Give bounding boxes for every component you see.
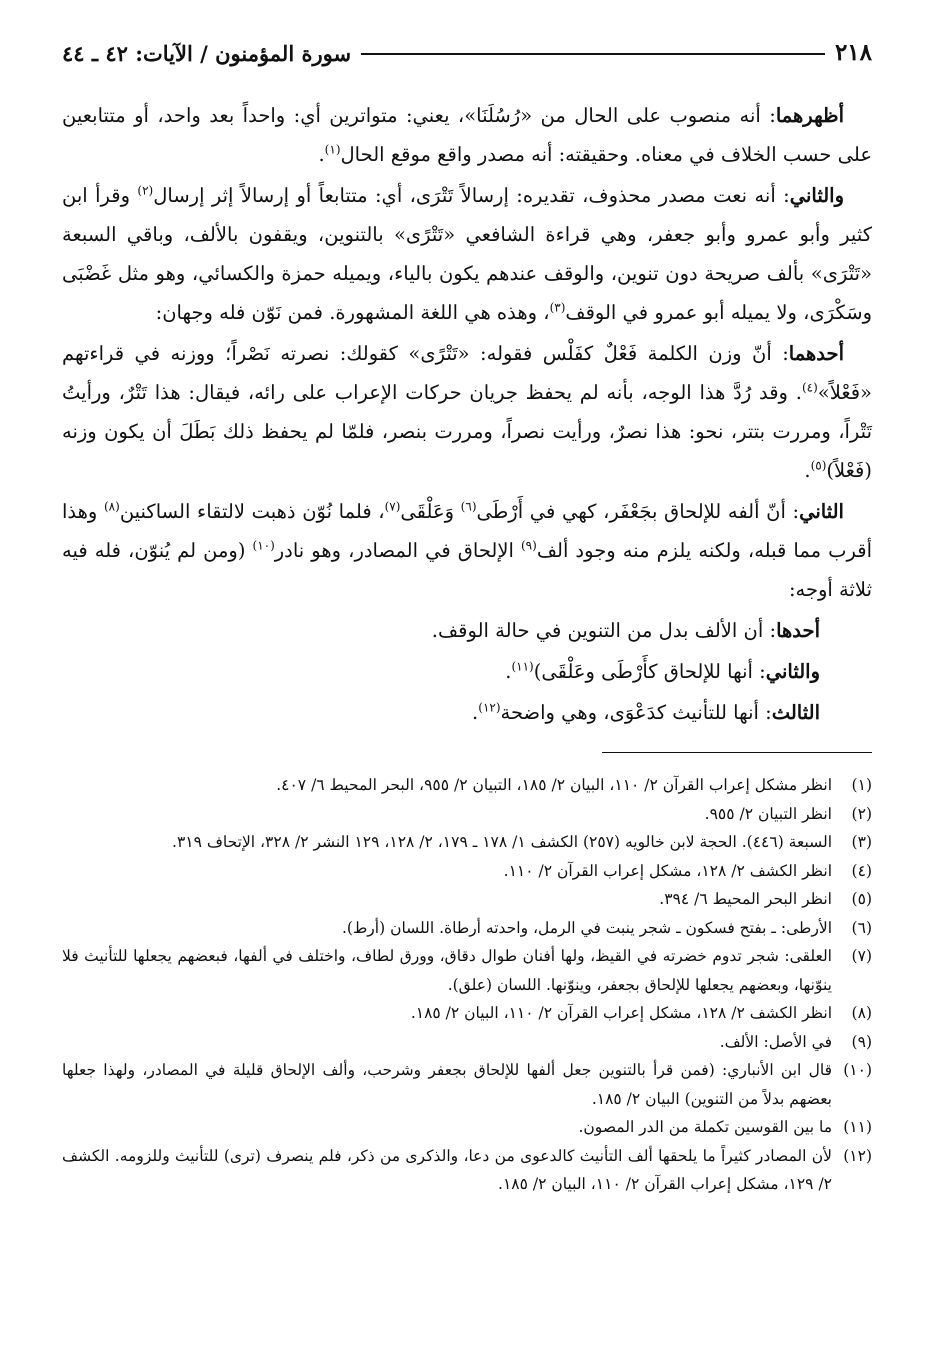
footnote-ref: (١١) (511, 659, 534, 674)
footnote-ref: (١٠) (252, 538, 275, 553)
footnote (62, 857, 872, 886)
footnote-text: انظر مشكل إعراب القرآن ٢/ ١١٠، البيان ٢/ ١٨٥، التبيان ٢/ ٩٥٥، البحر المحيط ٦/ ٤٠٧. (276, 776, 832, 794)
footnote-text: الأرطى: ـ بفتح فسكون ـ شجر ينبت في الرمل، واحدته أرطاة. اللسان (أرط). (342, 918, 832, 937)
sub-item-text: : أنها للإلحاق كأَرْطَى وعَلْقَى) (533, 660, 766, 683)
footnote-ref: (٦) (460, 499, 477, 514)
footnote-ref: (٢) (137, 183, 154, 198)
footnote-ref: (٨) (103, 499, 120, 514)
footnote-text: السبعة (٤٤٦). الحجة لابن خالويه (٢٥٧) الكشف ١/ ١٧٨ ـ ١٧٩، ٢/ ١٢٨، ١٢٩ النشر ٢/ ٣٢٨، الإتحاف ٣١٩. (172, 833, 832, 851)
footnote-number: (١١) (843, 1118, 872, 1136)
paragraph-text: وهذا أقرب مما قبله، ولكنه يلزم منه وجود ألف (62, 500, 872, 562)
footnote (62, 914, 872, 943)
footnote-text: قال ابن الأنباري: (فمن قرأ بالتنوين جعل ألفها للإلحاق بجعفر وشرحب، وألف الإلحاق قليلة في المصادر، ولهذا جعلها بعضهم بدلاً من التنوين) البيان ٢/ ١٨٥. (62, 1061, 832, 1108)
paragraph-text: : أنّ وزن الكلمة فَعْلٌ كفَلْس فقوله: «تَتْرًى» كقولك: نصرته نَصْراً؛ ووزنه في قراءتهم «فَعْلاً» (62, 342, 872, 404)
paragraph-text: ، وهذه هي اللغة المشهورة. فمن نَوّن فله وجهان: (155, 301, 550, 324)
footnote-text: انظر الكشف ٢/ ١٢٨، مشكل إعراب القرآن ٢/ ١١٠. (503, 861, 832, 880)
footnote-number: (٥) (851, 890, 872, 908)
paragraph-lead: والثاني (789, 184, 844, 207)
sub-item-2 (62, 652, 872, 691)
footnote (62, 800, 872, 829)
paragraph-1 (62, 96, 872, 174)
footnote (62, 1142, 872, 1199)
paragraph-text: : أنه نعت مصدر محذوف، تقديره: إرسالاً تَتْرَى، أي: متتابعاً أو إرسالاً إثر إرسال (153, 184, 790, 207)
paragraph-text: وَعَلْقَى (400, 500, 461, 523)
footnote-ref: (١٢) (478, 700, 501, 715)
paragraph-lead: أحدهما (788, 342, 844, 365)
footnote-number: (٣) (851, 833, 872, 851)
footnote-text: انظر البحر المحيط ٦/ ٣٩٤. (659, 890, 832, 908)
footnote (62, 942, 872, 999)
footnote-number: (٧) (851, 947, 872, 965)
sub-item-lead: والثاني (765, 660, 820, 683)
footnote-number: (١٢) (843, 1146, 872, 1165)
paragraph-4 (62, 492, 872, 609)
paragraph-text: وقرأ ابن كثير وأبو عمرو وأبو جعفر، وهي قراءة الشافعي «تَتْرًى» بالتنوين، ويقفون بالألف، وباقي السبعة «تَتْرَى» بألف صريحة دون تنوين، والوقف عندهم يكون بالياء، ويميله حمزة والكسائي، وهو مثل غَضْبَى وسَكْرَى، ولا يميله أبو عمرو في الوقف (62, 184, 873, 324)
footnote-ref: (١) (324, 142, 341, 157)
footnote-text: انظر الكشف ٢/ ١٢٨، مشكل إعراب القرآن ٢/ ١١٠، البيان ٢/ ١٨٥. (410, 1004, 832, 1022)
footnote-number: (١) (851, 776, 872, 794)
footnote-number: (٨) (851, 1004, 872, 1022)
footnote-text: لأن المصادر كثيراً ما يلحقها ألف التأنيث كالدعوى من دعا، والذكرى من ذكر، فلم ينصرف (ترى) للتأنيث وللزومه. الكشف ٢/ ١٢٩، مشكل إعراب القرآن ٢/ ١١٠، البيان ٢/ ١٨٥. (62, 1146, 832, 1193)
paragraph-lead: الثاني (799, 500, 844, 523)
footnote-text: ما بين القوسين تكملة من الدر المصون. (578, 1118, 832, 1136)
footnote-ref: (٧) (384, 499, 401, 514)
paragraph-end: . (804, 459, 811, 482)
paragraph-text: ، فلما نُوّن ذهبت لالتقاء الساكنين (119, 500, 385, 523)
footnote (62, 885, 872, 914)
sub-item-text: : أنها للتأنيث كدَعْوَى، وهي واضحة (500, 701, 772, 724)
running-title: سورة المؤمنون / الآيات: ٤٢ ـ ٤٤ (62, 41, 352, 66)
footnote-number: (٢) (851, 804, 872, 823)
footnote-number: (٤) (851, 861, 872, 880)
paragraph-2 (62, 176, 872, 332)
paragraph-3 (62, 334, 872, 490)
sub-item-lead: الثالث (771, 701, 820, 724)
sub-item-3 (62, 693, 872, 732)
main-text (62, 96, 872, 732)
sub-item-text: : أن الألف بدل من التنوين في حالة الوقف. (431, 619, 777, 642)
paragraph-text: : أنّ ألفه للإلحاق بجَعْفَر، كهي في أَرْطَى (476, 500, 800, 523)
footnote-text: انظر التبيان ٢/ ٩٥٥. (704, 804, 832, 823)
footnote-number: (٦) (851, 918, 872, 937)
paragraph-text: (ومن لم يُنوّن، فله فيه ثلاثة أوجه: (62, 539, 872, 601)
sub-item-end: . (472, 701, 479, 724)
footnote-number: (١٠) (843, 1061, 872, 1079)
footnotes (62, 771, 872, 1199)
footnote-number: (٩) (851, 1032, 872, 1051)
footnote-ref: (٩) (520, 538, 537, 553)
footnote (62, 828, 872, 857)
footnote-text: في الأصل: الألف. (719, 1032, 832, 1051)
sub-item-lead: أحدها (776, 619, 820, 642)
page-header (62, 30, 872, 66)
footnote-divider (602, 752, 872, 753)
footnote (62, 1056, 872, 1113)
page-number: ٢١٨ (834, 39, 872, 66)
paragraph-end: . (318, 143, 325, 166)
paragraph-text: الإلحاق في المصادر، وهو نادر (274, 539, 521, 562)
paragraph-lead: أظهرهما (775, 104, 844, 127)
footnote (62, 999, 872, 1028)
sub-item-1 (62, 611, 872, 650)
header-rule (361, 53, 825, 55)
footnote-ref: (٥) (810, 458, 827, 473)
footnote-ref: (٣) (549, 300, 566, 315)
paragraph-text: : أنه منصوب على الحال من «رُسُلَنَا»، يعني: متواترين أي: واحداً بعد واحد، أو متتابعين على حسب الخلاف في معناه. وحقيقته: أنه مصدر واقع موقع الحال (62, 104, 872, 166)
footnote (62, 1113, 872, 1142)
paragraph-text: . وقد رُدَّ هذا الوجه، بأنه لم يحفظ جريان حركات الإعراب على رائه، فيقال: هذا تَتْرٌ، ورأيتُ تَتْراً، ومررت بتتر، نحو: هذا نصرٌ، ورأيت نصراً، ومررت بنصر، فلمّا لم يحفظ ذلك بَطَلَ أن يكون وزنه (فَعْلاً) (62, 381, 872, 482)
footnote-text: العلقى: شجر تدوم خضرته في القيظ، ولها أفنان طوال دقاق، وورق لطاف، واختلف في ألفها، فبعضهم يجعلها للتأنيث فلا ينوّنها، وبعضهم يجعلها للإلحاق بجعفر، وينوّنها. اللسان (علق). (62, 947, 832, 994)
book-page (62, 30, 872, 1199)
footnote (62, 1028, 872, 1057)
sub-item-end: . (505, 660, 512, 683)
footnote (62, 771, 872, 800)
footnote-ref: (٤) (801, 380, 818, 395)
